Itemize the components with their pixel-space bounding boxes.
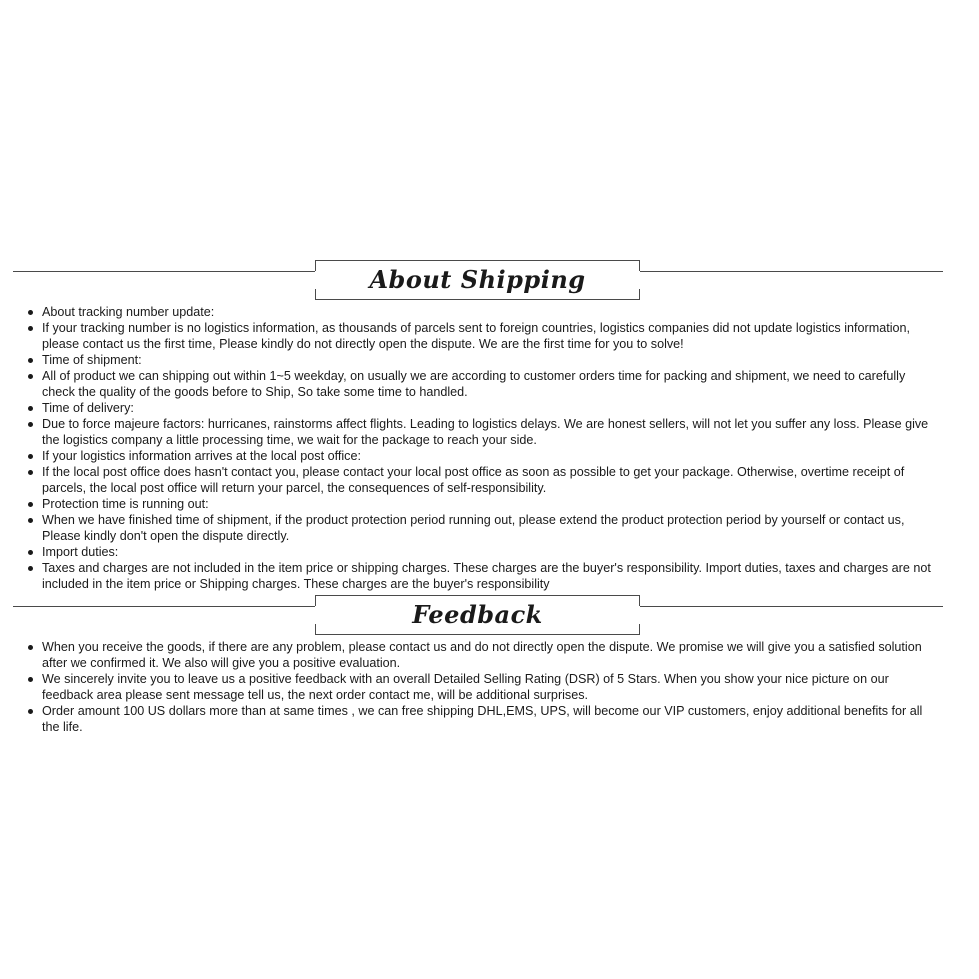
list-item: We sincerely invite you to leave us a positive feedback with an overall Detailed Selling Rating (DSR) of 5 Stars. When you show your nice picture on our feedback area please sent message tell us, the next order contact me, will be additional surprises. (42, 671, 937, 703)
list-item: If your tracking number is no logistics information, as thousands of parcels sent to foreign countries, logistics companies did not update logistics information, please contact us the first time, Please kindly do not directly open the dispute. We are the first time for you to solve! (42, 320, 937, 352)
list-item: About tracking number update: (42, 304, 937, 320)
header-rule-right (640, 271, 943, 272)
feedback-header (13, 595, 943, 637)
list-item: Time of delivery: (42, 400, 937, 416)
list-item: Protection time is running out: (42, 496, 937, 512)
list-item: If your logistics information arrives at the local post office: (42, 448, 937, 464)
list-item: Time of shipment: (42, 352, 937, 368)
list-item: Due to force majeure factors: hurricanes, rainstorms affect flights. Leading to logistics delays. We are honest sellers, will not let you suffer any loss. Please give the logistics company a little processing time, we wait for the package to reach your side. (42, 416, 937, 448)
list-item: Order amount 100 US dollars more than at same times , we can free shipping DHL,EMS, UPS, will become our VIP customers, enjoy additional benefits for all the life. (42, 703, 937, 735)
feedback-title: Feedback (412, 600, 543, 629)
header-frame (315, 595, 640, 635)
list-item: If the local post office does hasn't contact you, please contact your local post office as soon as possible to get your package. Otherwise, overtime receipt of parcels, the local post office will return your parcel, the consequences of self-responsibility. (42, 464, 937, 496)
shipping-list (42, 304, 937, 592)
list-item: When you receive the goods, if there are any problem, please contact us and do not directly open the dispute. We promise we will give you a satisfied solution after we confirmed it. We also will give you a positive evaluation. (42, 639, 937, 671)
list-item: When we have finished time of shipment, if the product protection period running out, please extend the product protection period by yourself or contact us, Please kindly don't open the dispute directly. (42, 512, 937, 544)
about-shipping-header (13, 260, 943, 302)
header-rule-left (13, 606, 315, 607)
list-item: Import duties: (42, 544, 937, 560)
list-item: All of product we can shipping out within 1~5 weekday, on usually we are according to customer orders time for packing and shipment, we need to carefully check the quality of the goods before to Ship, So take some time to handled. (42, 368, 937, 400)
feedback-list (42, 639, 937, 735)
about-shipping-title: About Shipping (369, 265, 586, 294)
header-rule-right (640, 606, 943, 607)
list-item: Taxes and charges are not included in the item price or shipping charges. These charges are the buyer's responsibility. Import duties, taxes and charges are not included in the item price or Shipping charges. These charges are the buyer's responsibility (42, 560, 937, 592)
header-rule-left (13, 271, 315, 272)
header-frame (315, 260, 640, 300)
